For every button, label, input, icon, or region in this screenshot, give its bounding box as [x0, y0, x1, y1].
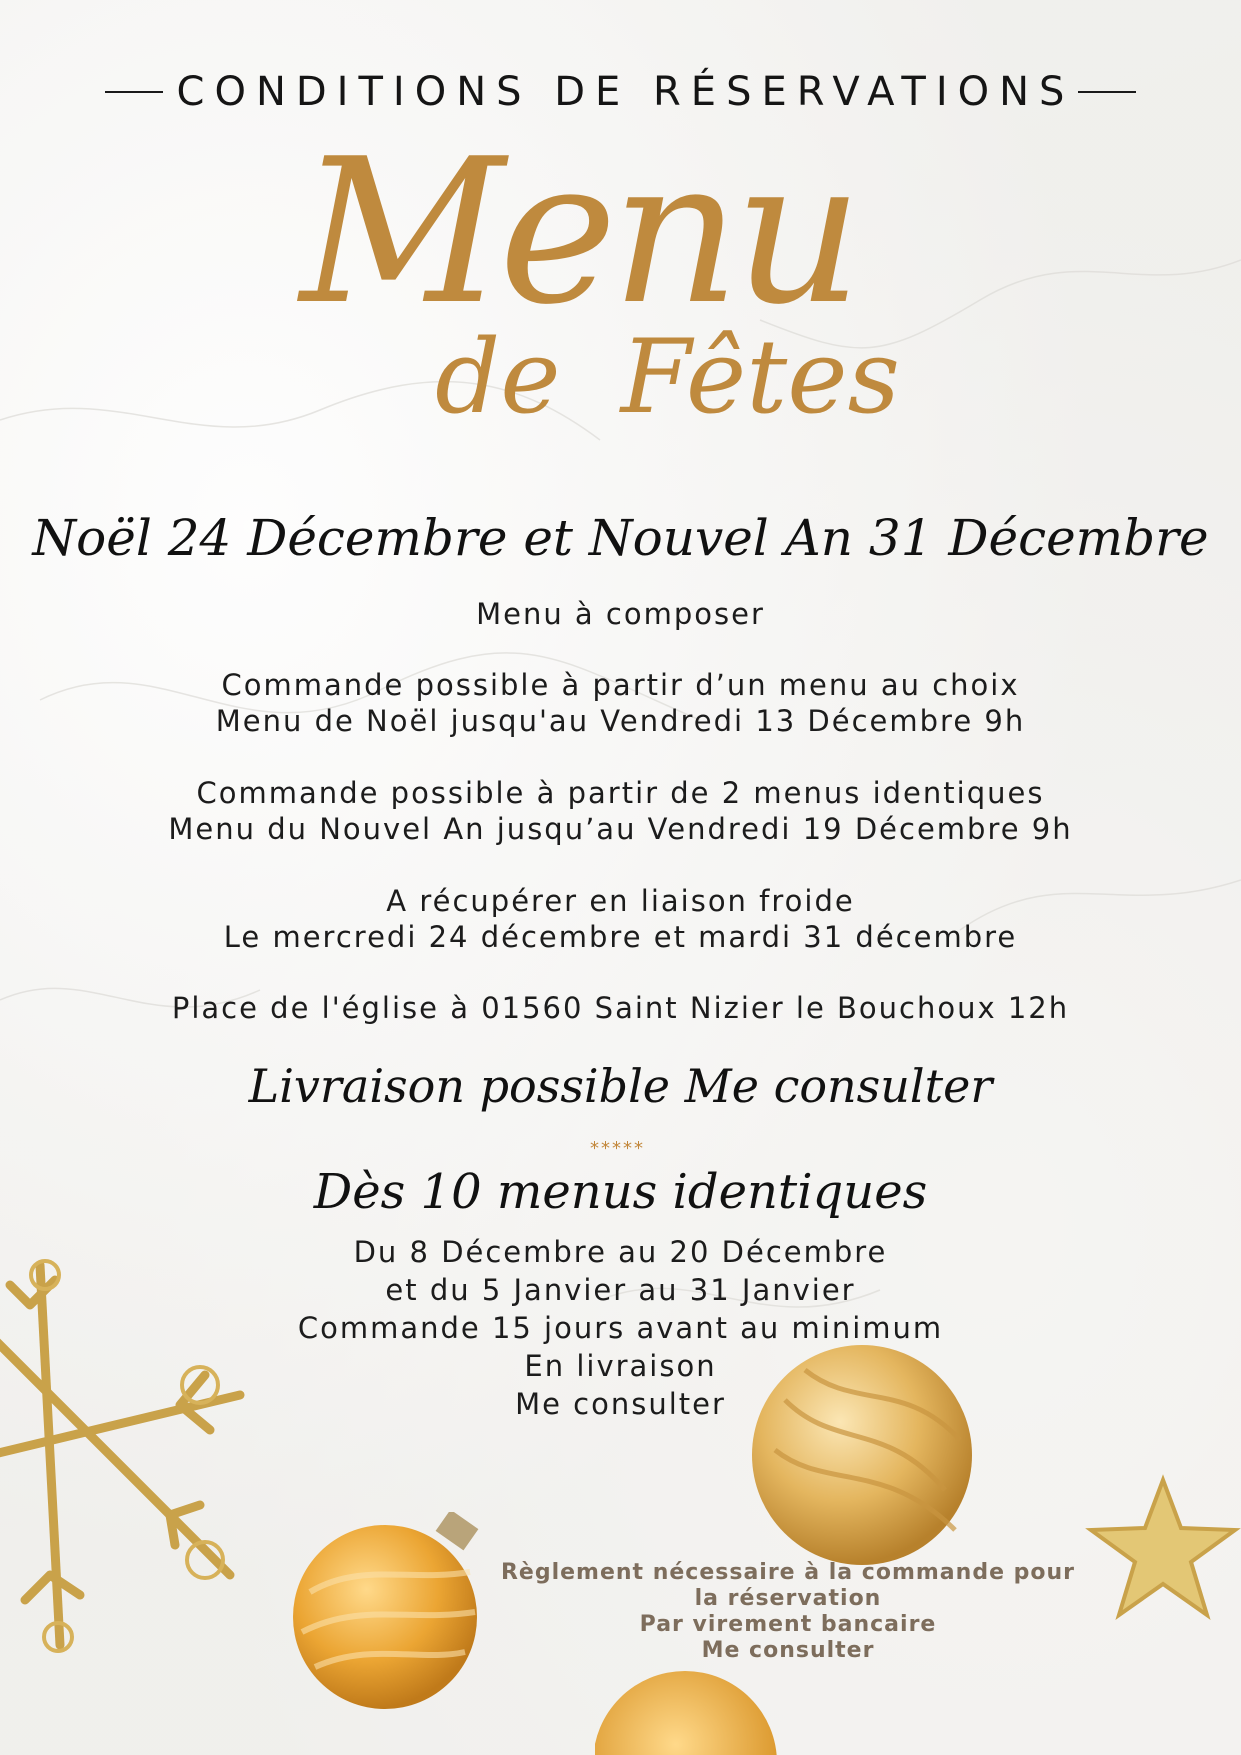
group-heading: Dès 10 menus identiques [313, 1164, 928, 1220]
payment-line: Me consulter [701, 1638, 875, 1663]
payment-note [488, 1560, 1088, 1664]
star-separator: ***** [590, 1138, 645, 1159]
star-icon [1085, 1470, 1241, 1630]
header-rule-right [1078, 91, 1136, 93]
nouvel-an-line-1: Commande possible à partir de 2 menus identiques [196, 776, 1045, 810]
nouvel-an-line-2: Menu du Nouvel An jusqu’au Vendredi 19 Décembre 9h [168, 812, 1073, 846]
pickup-place: Place de l'église à 01560 Saint Nizier le Bouchoux 12h [171, 991, 1070, 1025]
group-line: et du 5 Janvier au 31 Janvier [385, 1273, 856, 1307]
dates-heading: Noël 24 Décembre et Nouvel An 31 Décembre [32, 509, 1209, 567]
fetes-title [435, 318, 900, 438]
menu-title: Menu [300, 116, 857, 349]
group-line: Me consulter [515, 1387, 726, 1421]
gold-ornament-icon [290, 1512, 490, 1712]
de-word: de [435, 318, 561, 437]
menu-compose-text: Menu à composer [476, 597, 765, 631]
noel-line-2: Menu de Noël jusqu'au Vendredi 13 Décembre 9h [215, 704, 1026, 738]
pickup-line-1: A récupérer en liaison froide [386, 884, 855, 918]
header-rule-left [105, 91, 163, 93]
gold-ornament-icon [595, 1668, 785, 1755]
fetes-word: Fêtes [620, 318, 900, 437]
payment-line: Règlement nécessaire à la commande pour [500, 1560, 1076, 1585]
livraison-heading: Livraison possible Me consulter [248, 1059, 993, 1113]
page-title: CONDITIONS DE RÉSERVATIONS [176, 69, 1075, 115]
group-line: Commande 15 jours avant au minimum [297, 1311, 944, 1345]
noel-line-1: Commande possible à partir d’un menu au choix [221, 668, 1020, 702]
pickup-line-2: Le mercredi 24 décembre et mardi 31 décembre [223, 920, 1018, 954]
snowflake-icon [0, 1245, 260, 1675]
page-header [0, 66, 1241, 118]
payment-line: Par virement bancaire [639, 1612, 937, 1637]
group-line: Du 8 Décembre au 20 Décembre [353, 1235, 888, 1269]
payment-line: la réservation [694, 1586, 882, 1611]
gold-ornament-icon [745, 1340, 980, 1570]
group-line: En livraison [524, 1349, 717, 1383]
